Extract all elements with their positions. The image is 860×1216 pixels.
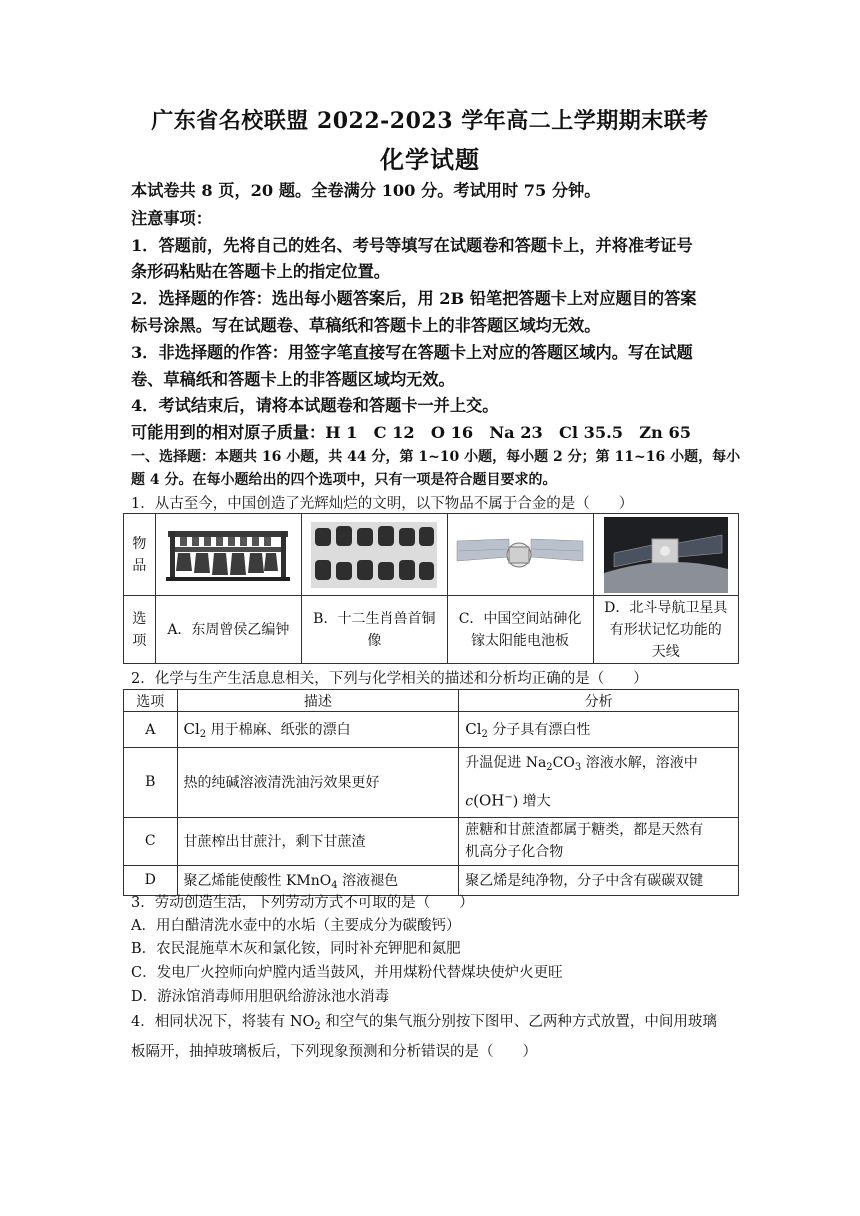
q1-stem: 1．从古至今，中国创造了光辉灿烂的文明，以下物品不属于合金的是（ ） <box>131 496 634 512</box>
q2-row-b-analysis: 升温促进 $Na_2CO_3$ 溶液水解，溶液中 c(OH−) 增大 <box>459 748 739 818</box>
q2-row-a-desc: $Cl_2$ 用于棉麻、纸张的漂白 <box>177 712 459 748</box>
q2-row-d-desc: 聚乙烯能使酸性 KMnO$_4$ 溶液褪色 <box>177 865 459 895</box>
q4-stem-line2: 板隔开，抽掉玻璃板后，下列现象预测和分析错误的是（ ） <box>131 1044 537 1060</box>
q1-option-b: B．十二生肖兽首铜 像 <box>302 596 448 664</box>
q1-option-a: A．东周曾侯乙编钟 <box>155 596 301 664</box>
section-heading-2: 题 4 分。在每小题给出的四个选项中，只有一项是符合题目要求的。 <box>131 472 557 488</box>
notice-item-4: 4．考试结束后，请将本试题卷和答题卡一并上交。 <box>131 396 499 415</box>
q3-option-a: A．用白醋清洗水壶中的水垢（主要成分为碳酸钙） <box>131 918 461 934</box>
q2-row-b-key: B <box>124 748 178 818</box>
q2-header-option: 选项 <box>124 690 178 712</box>
zodiac-heads-image <box>311 522 437 588</box>
q4-stem-line1: 4．相同状况下，将装有 $NO_2$ 和空气的集气瓶分别按下图甲、乙两种方式放置，中间用玻璃 <box>131 1014 717 1032</box>
notice-item-1b: 条形码粘贴在答题卡上的指定位置。 <box>131 262 390 281</box>
notice-title: 注意事项： <box>131 209 212 228</box>
q2-stem: 2．化学与生产生活息息相关，下列与化学相关的描述和分析均正确的是（ ） <box>131 671 648 687</box>
q2-row-a-key: A <box>124 712 178 748</box>
q1-image-b <box>302 514 448 596</box>
exam-subtitle: 化学试题 <box>380 145 480 174</box>
notice-item-3b: 卷、草稿纸和答题卡上的非答题区域均无效。 <box>131 370 455 389</box>
q3-option-b: B．农民混施草木灰和氯化铵，同时补充钾肥和氮肥 <box>131 941 461 957</box>
q1-option-d: D．北斗导航卫星具 有形状记忆功能的 天线 <box>593 596 739 664</box>
atomic-masses: 可能用到的相对原子质量：H 1 C 12 O 16 Na 23 Cl 35.5 Zn 65 <box>131 423 691 442</box>
q2-table <box>123 689 739 896</box>
q1-option-c: C．中国空间站砷化 镓太阳能电池板 <box>447 596 593 664</box>
notice-item-2a: 2．选择题的作答：选出每小题答案后，用 2B 铅笔把答题卡上对应题目的答案 <box>131 289 697 308</box>
bronze-bells-image <box>160 527 296 583</box>
q2-row-c-analysis: 蔗糖和甘蔗渣都属于糖类，都是天然有 机高分子化合物 <box>459 817 739 865</box>
q2-row-c-key: C <box>124 817 178 865</box>
q3-stem: 3．劳动创造生活，下列劳动方式不可取的是（ ） <box>131 895 474 911</box>
q2-header-desc: 描述 <box>177 690 459 712</box>
q1-label-item: 物 品 <box>124 514 156 596</box>
solar-panel-image <box>455 535 585 575</box>
q1-image-c <box>447 514 593 596</box>
q3-option-c: C．发电厂火控师向炉膛内适当鼓风，并用煤粉代替煤块使炉火更旺 <box>131 965 563 981</box>
section-heading-1: 一、选择题：本题共 16 小题，共 44 分，第 1~10 小题，每小题 2 分；第 11~16 小题，每小 <box>131 449 741 465</box>
q2-row-d-analysis: 聚乙烯是纯净物，分子中含有碳碳双键 <box>459 865 739 895</box>
q1-label-option: 选 项 <box>124 596 156 664</box>
notice-item-2b: 标号涂黑。写在试题卷、草稿纸和答题卡上的非答题区域均无效。 <box>131 316 601 335</box>
q1-table <box>123 513 739 664</box>
q1-image-a <box>155 514 301 596</box>
notice-item-1a: 1．答题前，先将自己的姓名、考号等填写在试题卷和答题卡上，并将准考证号 <box>131 236 693 255</box>
notice-item-3a: 3．非选择题的作答：用签字笔直接写在答题卡上对应的答题区域内。写在试题 <box>131 343 693 362</box>
q2-row-c-desc: 甘蔗榨出甘蔗汁，剩下甘蔗渣 <box>177 817 459 865</box>
q2-row-d-key: D <box>124 865 178 895</box>
q3-option-d: D．游泳馆消毒师用胆矾给游泳池水消毒 <box>131 989 390 1005</box>
exam-title: 广东省名校联盟 2022-2023 学年高二上学期期末联考 <box>151 108 709 134</box>
q2-row-a-analysis: $Cl_2$ 分子具有漂白性 <box>459 712 739 748</box>
intro-text: 本试卷共 8 页，20 题。全卷满分 100 分。考试用时 75 分钟。 <box>131 181 601 200</box>
q2-row-b-desc: 热的纯碱溶液清洗油污效果更好 <box>177 748 459 818</box>
q1-image-d <box>593 514 739 596</box>
q2-header-analysis: 分析 <box>459 690 739 712</box>
satellite-image <box>604 517 728 593</box>
